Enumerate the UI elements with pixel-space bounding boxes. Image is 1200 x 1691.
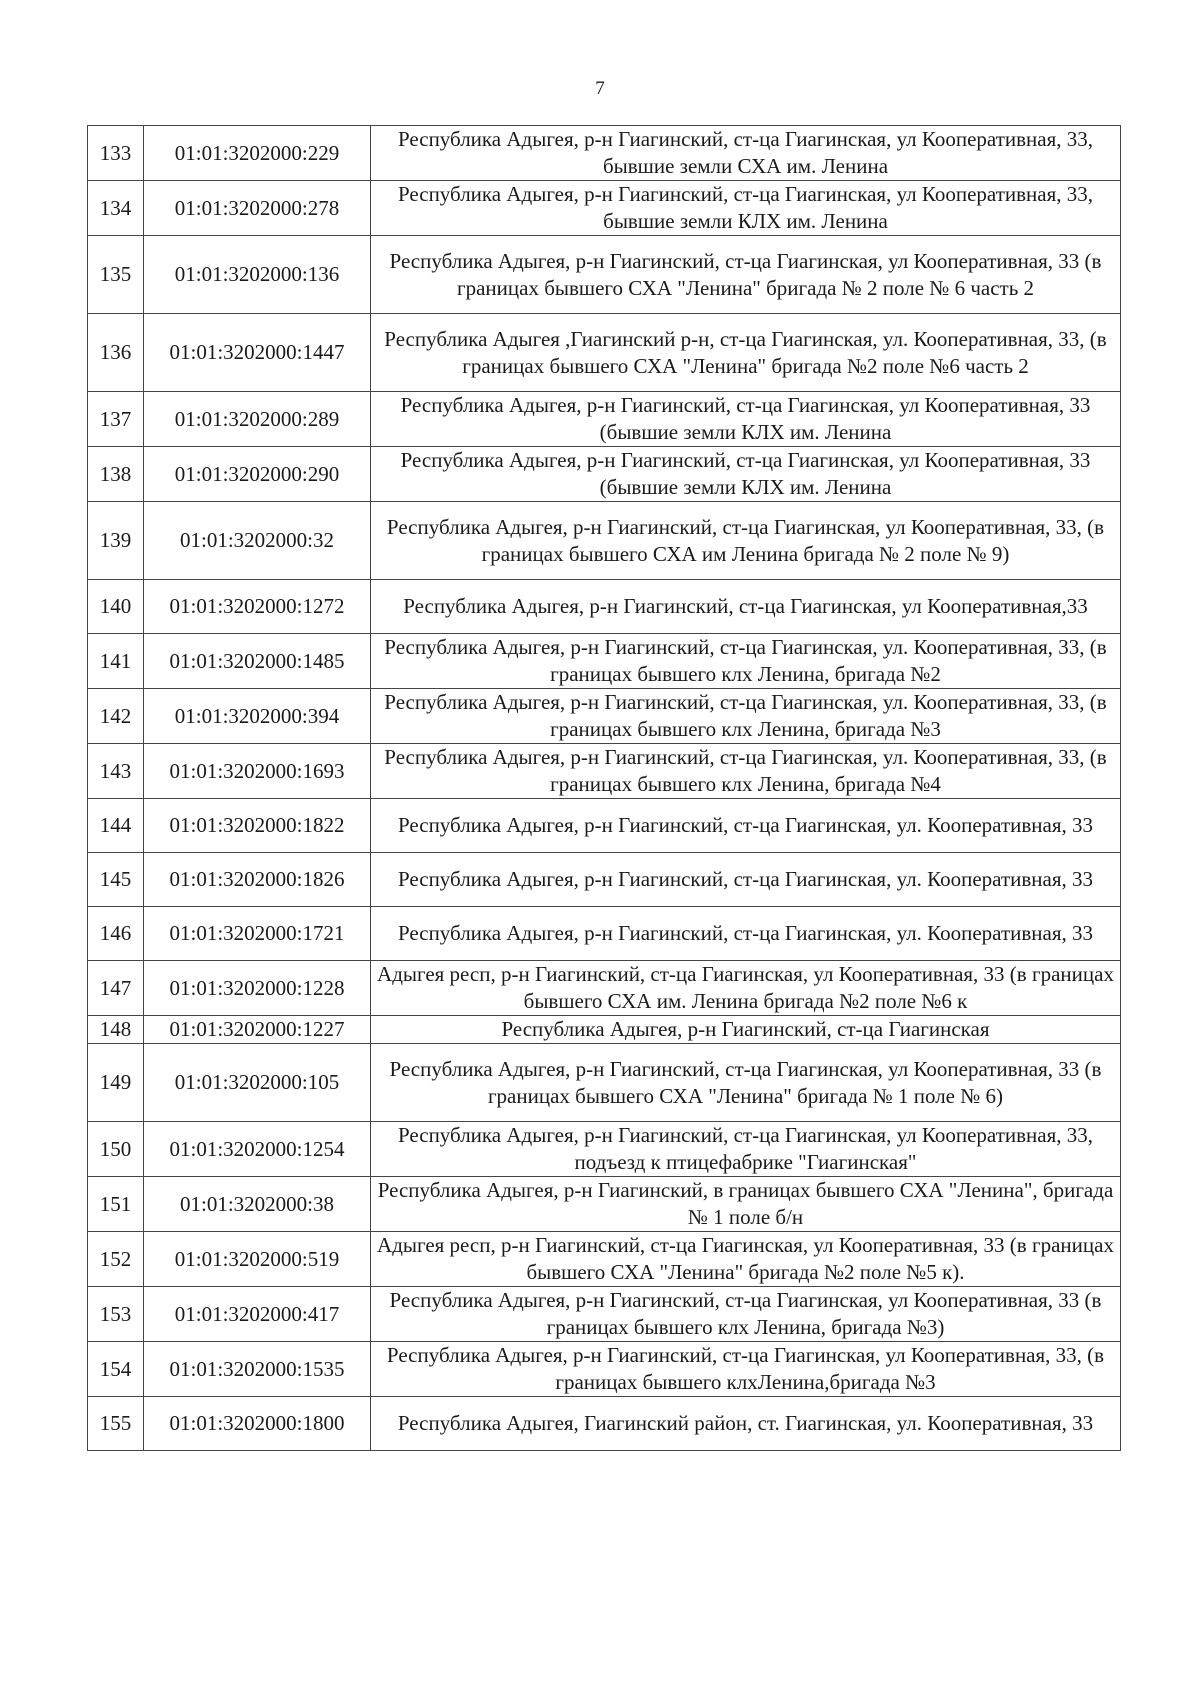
- cadastral-number-cell: 01:01:3202000:105: [144, 1044, 371, 1122]
- cadastral-number-cell: 01:01:3202000:1535: [144, 1342, 371, 1397]
- table-row: [88, 1397, 1121, 1451]
- cadastral-number-cell: 01:01:3202000:1800: [144, 1397, 371, 1451]
- address-cell: Республика Адыгея, р-н Гиагинский, ст-ца Гиагинская, ул. Кооперативная, 33, (в границах бывшего клх Ленина, бригада №3: [371, 689, 1121, 744]
- row-number-cell: 138: [88, 447, 144, 502]
- table-row: [88, 181, 1121, 236]
- table-row: [88, 1016, 1121, 1044]
- row-number-cell: 147: [88, 961, 144, 1016]
- cadastral-number-cell: 01:01:3202000:1228: [144, 961, 371, 1016]
- address-cell: Республика Адыгея, р-н Гиагинский, ст-ца Гиагинская, ул Кооперативная, 33, (в границах бывшего СХА им Ленина бригада № 2 поле № 9): [371, 502, 1121, 580]
- cadastral-number-cell: 01:01:3202000:290: [144, 447, 371, 502]
- table-row: [88, 314, 1121, 392]
- cadastral-number-cell: 01:01:3202000:417: [144, 1287, 371, 1342]
- row-number-cell: 141: [88, 634, 144, 689]
- row-number-cell: 140: [88, 580, 144, 634]
- table-row: [88, 634, 1121, 689]
- address-cell: Республика Адыгея ,Гиагинский р-н, ст-ца Гиагинская, ул. Кооперативная, 33, (в границах бывшего СХА "Ленина" бригада №2 поле №6 часть 2: [371, 314, 1121, 392]
- address-cell: Республика Адыгея, р-н Гиагинский, в границах бывшего СХА "Ленина", бригада № 1 поле б/н: [371, 1177, 1121, 1232]
- address-cell: Республика Адыгея, р-н Гиагинский, ст-ца Гиагинская, ул Кооперативная, 33 (в границах бывшего СХА "Ленина" бригада № 1 поле № 6): [371, 1044, 1121, 1122]
- row-number-cell: 137: [88, 392, 144, 447]
- page-number: 7: [595, 78, 605, 99]
- row-number-cell: 151: [88, 1177, 144, 1232]
- address-cell: Республика Адыгея, р-н Гиагинский, ст-ца Гиагинская, ул. Кооперативная, 33: [371, 907, 1121, 961]
- cadastral-number-cell: 01:01:3202000:394: [144, 689, 371, 744]
- row-number-cell: 145: [88, 853, 144, 907]
- address-cell: Республика Адыгея, р-н Гиагинский, ст-ца Гиагинская, ул. Кооперативная, 33: [371, 799, 1121, 853]
- row-number-cell: 149: [88, 1044, 144, 1122]
- row-number-cell: 148: [88, 1016, 144, 1044]
- table-row: [88, 392, 1121, 447]
- table-row: [88, 853, 1121, 907]
- row-number-cell: 144: [88, 799, 144, 853]
- table-row: [88, 689, 1121, 744]
- address-cell: Адыгея респ, р-н Гиагинский, ст-ца Гиагинская, ул Кооперативная, 33 (в границах бывшего СХА "Ленина" бригада №2 поле №5 к).: [371, 1232, 1121, 1287]
- row-number-cell: 146: [88, 907, 144, 961]
- table-row: [88, 447, 1121, 502]
- cadastral-number-cell: 01:01:3202000:1826: [144, 853, 371, 907]
- table-row: [88, 580, 1121, 634]
- table-row: [88, 1342, 1121, 1397]
- cadastral-number-cell: 01:01:3202000:1721: [144, 907, 371, 961]
- row-number-cell: 150: [88, 1122, 144, 1177]
- row-number-cell: 143: [88, 744, 144, 799]
- cadastral-number-cell: 01:01:3202000:278: [144, 181, 371, 236]
- cadastral-number-cell: 01:01:3202000:1485: [144, 634, 371, 689]
- cadastral-number-cell: 01:01:3202000:136: [144, 236, 371, 314]
- address-cell: Республика Адыгея, р-н Гиагинский, ст-ца Гиагинская, ул Кооперативная, 33, (в границах бывшего клхЛенина,бригада №3: [371, 1342, 1121, 1397]
- address-cell: Республика Адыгея, р-н Гиагинский, ст-ца Гиагинская, ул. Кооперативная, 33: [371, 853, 1121, 907]
- address-cell: Республика Адыгея, Гиагинский район, ст. Гиагинская, ул. Кооперативная, 33: [371, 1397, 1121, 1451]
- address-cell: Республика Адыгея, р-н Гиагинский, ст-ца Гиагинская, ул Кооперативная, 33 (в границах бывшего СХА "Ленина" бригада № 2 поле № 6 часть 2: [371, 236, 1121, 314]
- cadastral-number-cell: 01:01:3202000:1272: [144, 580, 371, 634]
- cadastral-number-cell: 01:01:3202000:1693: [144, 744, 371, 799]
- address-cell: Республика Адыгея, р-н Гиагинский, ст-ца Гиагинская, ул. Кооперативная, 33, (в границах бывшего клх Ленина, бригада №2: [371, 634, 1121, 689]
- row-number-cell: 134: [88, 181, 144, 236]
- row-number-cell: 142: [88, 689, 144, 744]
- table-row: [88, 799, 1121, 853]
- cadastral-number-cell: 01:01:3202000:1227: [144, 1016, 371, 1044]
- table-row: [88, 502, 1121, 580]
- table-row: [88, 1122, 1121, 1177]
- row-number-cell: 135: [88, 236, 144, 314]
- table-row: [88, 236, 1121, 314]
- address-cell: Республика Адыгея, р-н Гиагинский, ст-ца Гиагинская, ул Кооперативная, 33 (бывшие земли КЛХ им. Ленина: [371, 392, 1121, 447]
- address-cell: Адыгея респ, р-н Гиагинский, ст-ца Гиагинская, ул Кооперативная, 33 (в границах бывшего СХА им. Ленина бригада №2 поле №6 к: [371, 961, 1121, 1016]
- land-plot-table: [87, 125, 1121, 1451]
- cadastral-number-cell: 01:01:3202000:289: [144, 392, 371, 447]
- cadastral-number-cell: 01:01:3202000:1447: [144, 314, 371, 392]
- cadastral-number-cell: 01:01:3202000:38: [144, 1177, 371, 1232]
- cadastral-number-cell: 01:01:3202000:229: [144, 126, 371, 181]
- table-row: [88, 1177, 1121, 1232]
- table-row: [88, 126, 1121, 181]
- table-row: [88, 907, 1121, 961]
- table-row: [88, 1044, 1121, 1122]
- address-cell: Республика Адыгея, р-н Гиагинский, ст-ца Гиагинская: [371, 1016, 1121, 1044]
- row-number-cell: 154: [88, 1342, 144, 1397]
- cadastral-number-cell: 01:01:3202000:1822: [144, 799, 371, 853]
- address-cell: Республика Адыгея, р-н Гиагинский, ст-ца Гиагинская, ул Кооперативная, 33, бывшие земли СХА им. Ленина: [371, 126, 1121, 181]
- address-cell: Республика Адыгея, р-н Гиагинский, ст-ца Гиагинская, ул Кооперативная, 33 (бывшие земли КЛХ им. Ленина: [371, 447, 1121, 502]
- address-cell: Республика Адыгея, р-н Гиагинский, ст-ца Гиагинская, ул Кооперативная, 33, бывшие земли КЛХ им. Ленина: [371, 181, 1121, 236]
- row-number-cell: 139: [88, 502, 144, 580]
- cadastral-number-cell: 01:01:3202000:32: [144, 502, 371, 580]
- row-number-cell: 152: [88, 1232, 144, 1287]
- row-number-cell: 136: [88, 314, 144, 392]
- address-cell: Республика Адыгея, р-н Гиагинский, ст-ца Гиагинская, ул Кооперативная, 33, подъезд к птицефабрике "Гиагинская": [371, 1122, 1121, 1177]
- address-cell: Республика Адыгея, р-н Гиагинский, ст-ца Гиагинская, ул Кооперативная,33: [371, 580, 1121, 634]
- row-number-cell: 155: [88, 1397, 144, 1451]
- table-row: [88, 744, 1121, 799]
- table-row: [88, 1287, 1121, 1342]
- row-number-cell: 133: [88, 126, 144, 181]
- cadastral-number-cell: 01:01:3202000:519: [144, 1232, 371, 1287]
- address-cell: Республика Адыгея, р-н Гиагинский, ст-ца Гиагинская, ул. Кооперативная, 33, (в границах бывшего клх Ленина, бригада №4: [371, 744, 1121, 799]
- address-cell: Республика Адыгея, р-н Гиагинский, ст-ца Гиагинская, ул Кооперативная, 33 (в границах бывшего клх Ленина, бригада №3): [371, 1287, 1121, 1342]
- row-number-cell: 153: [88, 1287, 144, 1342]
- table-row: [88, 1232, 1121, 1287]
- cadastral-number-cell: 01:01:3202000:1254: [144, 1122, 371, 1177]
- table-row: [88, 961, 1121, 1016]
- table-body: [88, 126, 1121, 1451]
